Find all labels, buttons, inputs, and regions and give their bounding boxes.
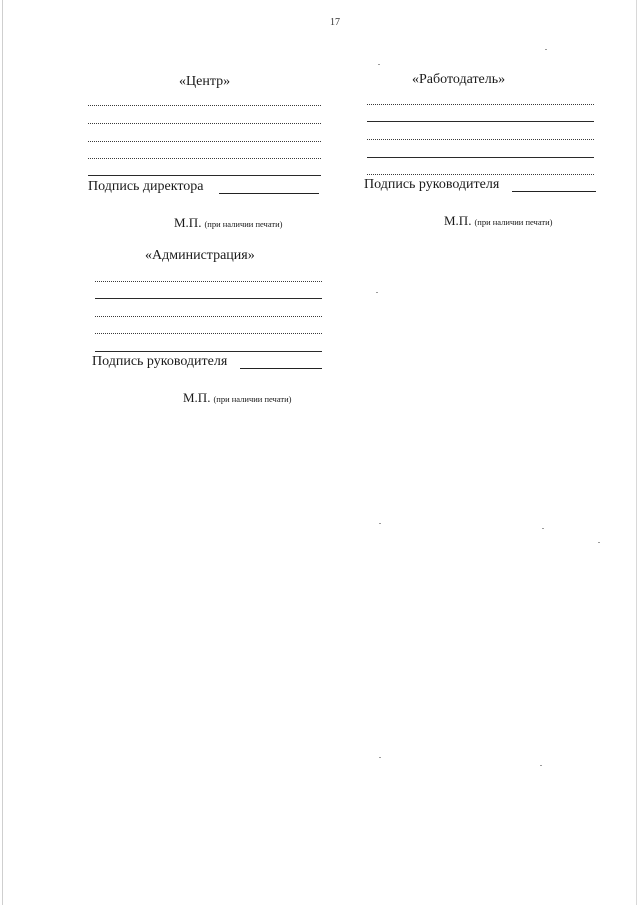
employer-signature-label: Подпись руководителя — [364, 177, 500, 192]
administration-title: «Администрация» — [145, 248, 255, 263]
center-signature-label: Подпись директора — [88, 179, 204, 194]
employer-title: «Работодатель» — [412, 72, 506, 87]
employer-stamp — [444, 212, 552, 230]
scan-speck — [376, 292, 378, 293]
employer-fill-line-1 — [367, 104, 594, 105]
center-fill-line-2 — [88, 123, 321, 124]
administration-fill-line-5 — [95, 351, 322, 352]
employer-fill-line-3 — [367, 139, 594, 140]
administration-fill-line-4 — [95, 333, 322, 334]
scan-speck — [378, 64, 380, 65]
center-fill-line-1 — [88, 105, 321, 106]
scan-edge-right — [636, 0, 637, 905]
employer-fill-line-5 — [367, 174, 594, 175]
administration-signature-label: Подпись руководителя — [92, 354, 228, 369]
employer-signature-line — [512, 191, 596, 192]
administration-stamp — [183, 389, 291, 407]
scan-speck — [379, 523, 381, 524]
scan-speck — [379, 757, 381, 758]
scan-speck — [540, 765, 542, 766]
center-fill-line-5 — [88, 175, 321, 176]
employer-fill-line-2 — [367, 121, 594, 122]
scan-speck — [545, 49, 547, 50]
employer-stamp-note: (при наличии печати) — [474, 217, 553, 227]
administration-signature-line — [240, 368, 322, 369]
center-stamp — [174, 214, 282, 232]
scan-edge-left — [2, 0, 3, 905]
administration-fill-line-3 — [95, 316, 322, 317]
administration-stamp-label: М.П. — [183, 390, 211, 405]
center-signature-line — [219, 193, 319, 194]
scan-speck — [542, 528, 544, 529]
administration-stamp-note: (при наличии печати) — [213, 394, 292, 404]
scan-speck — [598, 542, 600, 543]
employer-stamp-label: М.П. — [444, 213, 472, 228]
administration-fill-line-2 — [95, 298, 322, 299]
administration-fill-line-1 — [95, 281, 322, 282]
employer-fill-line-4 — [367, 157, 594, 158]
center-stamp-label: М.П. — [174, 215, 202, 230]
page-number: 17 — [330, 17, 340, 28]
center-title: «Центр» — [179, 74, 231, 89]
center-stamp-note: (при наличии печати) — [204, 219, 283, 229]
center-fill-line-4 — [88, 158, 321, 159]
center-fill-line-3 — [88, 141, 321, 142]
